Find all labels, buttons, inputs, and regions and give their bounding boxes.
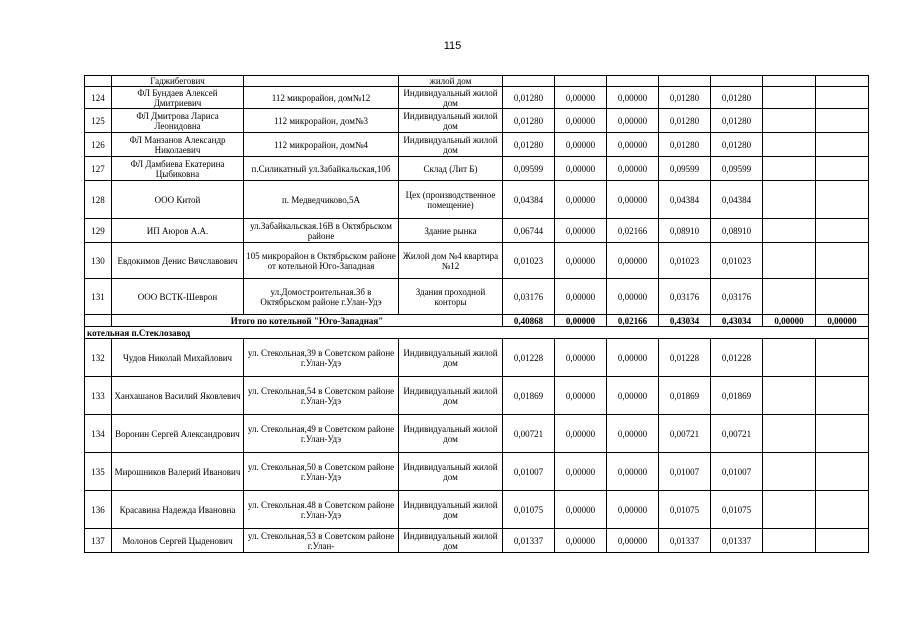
- cell-address: 112 микрорайон, дом№12: [244, 87, 399, 109]
- cell-name: Красавина Надежда Ивановна: [112, 491, 244, 529]
- cell-v3: 0,00000: [607, 133, 659, 157]
- cell-v5: 0,01280: [711, 87, 763, 109]
- cell-v5: 0,01007: [711, 453, 763, 491]
- cell-purpose: жилой дом: [399, 76, 503, 87]
- cell-v6: [763, 109, 816, 133]
- cell-v1: 0,06744: [503, 219, 555, 243]
- cell-no: 131: [85, 279, 112, 315]
- cell-v3: 0,00000: [607, 279, 659, 315]
- cell-label: Итого по котельной "Юго-Западная": [112, 315, 503, 327]
- cell-name: ФЛ Манзанов Александр Николаевич: [112, 133, 244, 157]
- cell-address: ул. Стекольная,39 в Советском районе г.Улан-Удэ: [244, 339, 399, 377]
- cell-no: 125: [85, 109, 112, 133]
- table-row: [85, 157, 869, 181]
- cell-v3: [607, 76, 659, 87]
- cell-v5: 0,01337: [711, 529, 763, 553]
- cell-v6: [763, 157, 816, 181]
- cell-purpose: Индивидуальный жилой дом: [399, 377, 503, 415]
- cell-address: п.Силикатный ул.Забайкальская,10б: [244, 157, 399, 181]
- cell-name: ООО Китой: [112, 181, 244, 219]
- cell-no: 130: [85, 243, 112, 279]
- cell-address: ул. Стекольная,54 в Советском районе г.Улан-Удэ: [244, 377, 399, 415]
- cell-address: ул.Забайкальская.16В в Октябрьском районе: [244, 219, 399, 243]
- cell-v5: 0,00721: [711, 415, 763, 453]
- cell-v5: 0,01075: [711, 491, 763, 529]
- cell-v7: [816, 529, 869, 553]
- cell-v7: [816, 243, 869, 279]
- cell-v7: [816, 133, 869, 157]
- cell-v4: 0,04384: [659, 181, 711, 219]
- cell-v4: 0,03176: [659, 279, 711, 315]
- cell-name: ООО ВСТК-Шеврон: [112, 279, 244, 315]
- cell-address: 112 микрорайон, дом№3: [244, 109, 399, 133]
- cell-no: 133: [85, 377, 112, 415]
- cell-v7: [816, 491, 869, 529]
- cell-v6: [763, 339, 816, 377]
- cell-v1: 0,01869: [503, 377, 555, 415]
- consumers-table: [84, 75, 869, 553]
- cell-v6: [763, 529, 816, 553]
- cell-v2: 0,00000: [555, 181, 607, 219]
- cell-v6: 0,00000: [763, 315, 816, 327]
- cell-v5: [711, 76, 763, 87]
- cell-v5: 0,03176: [711, 279, 763, 315]
- page-number: 115: [443, 40, 462, 52]
- table-row: [85, 219, 869, 243]
- cell-v7: [816, 76, 869, 87]
- cell-v2: 0,00000: [555, 109, 607, 133]
- total-row: [85, 315, 869, 327]
- table-row: [85, 453, 869, 491]
- cell-no: [85, 76, 112, 87]
- cell-v7: 0,00000: [816, 315, 869, 327]
- cell-v6: [763, 87, 816, 109]
- cell-v2: 0,00000: [555, 339, 607, 377]
- cell-address: ул. Стекольная,53 в Советском районе г.Улан-: [244, 529, 399, 553]
- table-row: [85, 529, 869, 553]
- table-row: [85, 181, 869, 219]
- cell-v6: [763, 133, 816, 157]
- cell-v1: 0,01280: [503, 133, 555, 157]
- cell-v2: 0,00000: [555, 529, 607, 553]
- cell-v6: [763, 76, 816, 87]
- cell-v1: 0,01228: [503, 339, 555, 377]
- cell-v6: [763, 219, 816, 243]
- cell-address: п. Медведчиково,5А: [244, 181, 399, 219]
- cell-purpose: Индивидуальный жилой дом: [399, 87, 503, 109]
- cell-v3: 0,02166: [607, 219, 659, 243]
- cell-v5: 0,09599: [711, 157, 763, 181]
- cell-v2: 0,00000: [555, 315, 607, 327]
- cell-name: Молонов Сергей Цыденович: [112, 529, 244, 553]
- cell-v4: 0,01337: [659, 529, 711, 553]
- table-row: [85, 109, 869, 133]
- cell-address: 112 микрорайон, дом№4: [244, 133, 399, 157]
- cell-purpose: Индивидуальный жилой дом: [399, 109, 503, 133]
- cell-v7: [816, 181, 869, 219]
- cell-empty: [85, 315, 112, 327]
- cell-v7: [816, 377, 869, 415]
- cell-v3: 0,00000: [607, 339, 659, 377]
- cell-v1: 0,01280: [503, 87, 555, 109]
- cell-v6: [763, 181, 816, 219]
- cell-name: Евдокимов Денис Вячславович: [112, 243, 244, 279]
- cell-v7: [816, 279, 869, 315]
- cell-v1: 0,09599: [503, 157, 555, 181]
- cell-v7: [816, 415, 869, 453]
- cell-no: 136: [85, 491, 112, 529]
- cell-purpose: Цех (производственное помещение): [399, 181, 503, 219]
- cell-v7: [816, 157, 869, 181]
- cell-v4: 0,00721: [659, 415, 711, 453]
- cell-v3: 0,00000: [607, 87, 659, 109]
- table-body: [85, 76, 869, 553]
- cell-no: 137: [85, 529, 112, 553]
- cell-v4: 0,01007: [659, 453, 711, 491]
- cell-address: ул. Стекольная,49 в Советском районе г.Улан-Удэ: [244, 415, 399, 453]
- cell-purpose: Индивидуальный жилой дом: [399, 491, 503, 529]
- cell-purpose: Индивидуальный жилой дом: [399, 453, 503, 491]
- cell-v3: 0,02166: [607, 315, 659, 327]
- cell-no: 135: [85, 453, 112, 491]
- cell-v4: [659, 76, 711, 87]
- cell-v2: 0,00000: [555, 87, 607, 109]
- cell-no: 129: [85, 219, 112, 243]
- cell-purpose: Индивидуальный жилой дом: [399, 529, 503, 553]
- cell-v1: 0,01075: [503, 491, 555, 529]
- cell-v3: 0,00000: [607, 157, 659, 181]
- cell-v6: [763, 279, 816, 315]
- cell-name: ФЛ Дмитрова Лариса Леонидовна: [112, 109, 244, 133]
- cell-v6: [763, 415, 816, 453]
- cell-v7: [816, 109, 869, 133]
- cell-name: Воронин Сергей Александрович: [112, 415, 244, 453]
- cell-v4: 0,01075: [659, 491, 711, 529]
- cell-purpose: Индивидуальный жилой дом: [399, 133, 503, 157]
- cell-name: Мирошников Валерий Иванович: [112, 453, 244, 491]
- cell-v6: [763, 377, 816, 415]
- cell-v4: 0,09599: [659, 157, 711, 181]
- cell-v2: [555, 76, 607, 87]
- cell-v4: 0,01228: [659, 339, 711, 377]
- cell-v1: 0,01337: [503, 529, 555, 553]
- cell-v4: 0,08910: [659, 219, 711, 243]
- cell-name: Ханхашанов Василий Яковлевич: [112, 377, 244, 415]
- cell-address: ул. Стекольная.48 в Советском районе г.Улан-Удэ: [244, 491, 399, 529]
- cell-name: Чудов Николай Михайлович: [112, 339, 244, 377]
- cell-v2: 0,00000: [555, 377, 607, 415]
- cell-v4: 0,01280: [659, 109, 711, 133]
- cell-address: 105 микрорайон в Октябрьском районе от котельной Юго-Западная: [244, 243, 399, 279]
- cell-v3: 0,00000: [607, 377, 659, 415]
- cell-name: ИП Аюров А.А.: [112, 219, 244, 243]
- cell-v3: 0,00000: [607, 109, 659, 133]
- cell-no: 132: [85, 339, 112, 377]
- cell-v5: 0,43034: [711, 315, 763, 327]
- cell-purpose: Жилой дом №4 квартира №12: [399, 243, 503, 279]
- table-row: [85, 377, 869, 415]
- cell-address: ул.Домостроительная.3б в Октябрьском районе г.Улан-Удэ: [244, 279, 399, 315]
- cell-v4: 0,01280: [659, 133, 711, 157]
- cell-v1: 0,01007: [503, 453, 555, 491]
- cell-v1: 0,01280: [503, 109, 555, 133]
- cell-v5: 0,01869: [711, 377, 763, 415]
- cell-v4: 0,01023: [659, 243, 711, 279]
- cell-v6: [763, 491, 816, 529]
- cell-v2: 0,00000: [555, 243, 607, 279]
- cell-v1: 0,01023: [503, 243, 555, 279]
- cell-v5: 0,08910: [711, 219, 763, 243]
- cell-purpose: Индивидуальный жилой дом: [399, 415, 503, 453]
- table-row: [85, 339, 869, 377]
- cell-name: ФЛ Дамбиева Екатерина Цыбиковна: [112, 157, 244, 181]
- cell-v3: 0,00000: [607, 415, 659, 453]
- cell-no: 134: [85, 415, 112, 453]
- table-row: [85, 133, 869, 157]
- cell-label: котельная п.Стеклозавод: [85, 327, 869, 339]
- cell-v5: 0,01228: [711, 339, 763, 377]
- cell-v1: [503, 76, 555, 87]
- table-row: [85, 243, 869, 279]
- cell-address: ул. Стекольная,50 в Советском районе г.Улан-Удэ: [244, 453, 399, 491]
- cell-v3: 0,00000: [607, 453, 659, 491]
- cell-v1: 0,04384: [503, 181, 555, 219]
- cell-address: [244, 76, 399, 87]
- cell-v2: 0,00000: [555, 157, 607, 181]
- table-row: [85, 76, 869, 87]
- cell-purpose: Склад (Лит Б): [399, 157, 503, 181]
- table-row: [85, 87, 869, 109]
- cell-purpose: Здания проходной конторы: [399, 279, 503, 315]
- cell-v2: 0,00000: [555, 453, 607, 491]
- cell-no: 128: [85, 181, 112, 219]
- cell-v5: 0,01023: [711, 243, 763, 279]
- cell-v4: 0,01869: [659, 377, 711, 415]
- cell-v1: 0,00721: [503, 415, 555, 453]
- table-row: [85, 491, 869, 529]
- cell-v7: [816, 453, 869, 491]
- cell-no: 126: [85, 133, 112, 157]
- cell-v7: [816, 339, 869, 377]
- cell-v7: [816, 87, 869, 109]
- cell-v6: [763, 453, 816, 491]
- table-row: [85, 415, 869, 453]
- section-row: [85, 327, 869, 339]
- cell-v3: 0,00000: [607, 181, 659, 219]
- cell-name: Гаджибегович: [112, 76, 244, 87]
- cell-v4: 0,01280: [659, 87, 711, 109]
- cell-v5: 0,04384: [711, 181, 763, 219]
- cell-purpose: Здание рынка: [399, 219, 503, 243]
- cell-v1: 0,03176: [503, 279, 555, 315]
- cell-v3: 0,00000: [607, 491, 659, 529]
- cell-v3: 0,00000: [607, 529, 659, 553]
- cell-no: 124: [85, 87, 112, 109]
- cell-v5: 0,01280: [711, 133, 763, 157]
- table-row: [85, 279, 869, 315]
- cell-v4: 0,43034: [659, 315, 711, 327]
- cell-v2: 0,00000: [555, 491, 607, 529]
- cell-v5: 0,01280: [711, 109, 763, 133]
- cell-name: ФЛ Бундаев Алексей Дмитриевич: [112, 87, 244, 109]
- cell-v1: 0,40868: [503, 315, 555, 327]
- cell-v2: 0,00000: [555, 133, 607, 157]
- cell-v3: 0,00000: [607, 243, 659, 279]
- cell-v2: 0,00000: [555, 279, 607, 315]
- cell-v2: 0,00000: [555, 415, 607, 453]
- cell-v6: [763, 243, 816, 279]
- cell-purpose: Индивидуальный жилой дом: [399, 339, 503, 377]
- cell-no: 127: [85, 157, 112, 181]
- cell-v2: 0,00000: [555, 219, 607, 243]
- cell-v7: [816, 219, 869, 243]
